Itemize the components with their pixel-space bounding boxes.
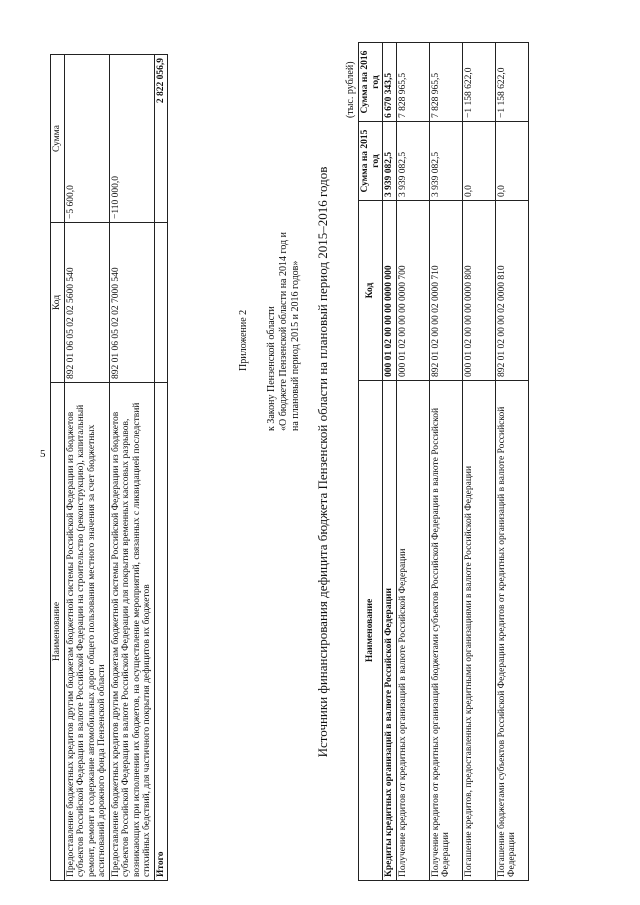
table-deficit-sources (358, 42, 529, 881)
units-label: (тыс. рублей) (345, 61, 356, 118)
table-header-row (51, 55, 65, 881)
row-value-2016: 6 670 343,5 (383, 43, 397, 122)
section-title: Источники финансирования дефицита бюджета Пензенской области на плановый период 2015–2016 годов (315, 166, 330, 758)
row-name: Предоставление бюджетных кредитов другим бюджетам бюджетной системы Российской Федерации из бюджетов субъектов Российской Федерации в валюте Российской Федерации на строительство (реконструкцию), капитальный ремонт, ремонт и содержание автомобильных дорог общего пользования местного значения за счет бюджетных ассигнований дорожного фонда Пензенской области (64, 383, 109, 881)
header-sum: Сумма (51, 55, 65, 223)
table-row (495, 43, 528, 881)
appendix-law-title-line2: на плановый период 2015 и 2016 годов» (290, 260, 301, 431)
row-name: Получение кредитов от кредитных организаций в валюте Российской Федерации (396, 381, 429, 881)
table-credits-provision (50, 54, 168, 881)
row-sum: −5 600,0 (64, 55, 109, 223)
row-name: Получение кредитов от кредитных организаций бюджетами субъектов Российской Федерации в валюте Российской Федерации (429, 381, 462, 881)
page-number: 5 (40, 448, 46, 460)
table-header-row (359, 43, 383, 881)
rotated-page-content (50, 43, 610, 881)
header-code: Код (51, 223, 65, 383)
row-name: Погашение кредитов, предоставленных кредитными организациями в валюте Российской Федерации (462, 381, 495, 881)
total-label: Итого (154, 383, 168, 881)
row-value-2016: 7 828 965,5 (429, 43, 462, 122)
row-value-2015: 0,0 (495, 122, 528, 201)
appendix-number: Приложение 2 (238, 309, 249, 371)
appendix-law-title-line1: «О бюджете Пензенской области на 2014 год и (278, 232, 289, 431)
row-name: Предоставление бюджетных кредитов другим бюджетам бюджетной системы Российской Федерации из бюджетов субъектов Российской Федерации в валюте Российской Федерации для покрытия временных кассовых разрывов, возникающих при исполнении их бюджетов, на осуществление мероприятий, связанных с ликвидацией последствий стихийных бедствий, для частичного покрытия дефицитов их бюджетов (109, 383, 154, 881)
row-name: Погашение бюджетами субъектов Российской Федерации кредитов от кредитных организаций в валюте Российской Федерации (495, 381, 528, 881)
row-code: 892 01 02 00 00 02 0000 710 (429, 201, 462, 381)
table-row-bold (383, 43, 397, 881)
table-row (429, 43, 462, 881)
row-value-2015: 0,0 (462, 122, 495, 201)
row-value-2015: 3 939 082,5 (396, 122, 429, 201)
row-code: 892 01 06 05 02 02 7000 540 (109, 223, 154, 383)
total-row (154, 55, 168, 881)
table-row (64, 55, 109, 881)
row-code: 000 01 02 00 00 00 0000 000 (383, 201, 397, 381)
header-sum-2015: Сумма на 2015 год (359, 122, 383, 201)
row-code: 000 01 02 00 00 00 0000 700 (396, 201, 429, 381)
header-sum-2016: Сумма на 2016 год (359, 43, 383, 122)
row-sum: −110 000,0 (109, 55, 154, 223)
row-value-2016: 7 828 965,5 (396, 43, 429, 122)
table-row (462, 43, 495, 881)
row-name: Кредиты кредитных организаций в валюте Российской Федерации (383, 381, 397, 881)
row-value-2015: 3 939 082,5 (429, 122, 462, 201)
header-name: Наименование (51, 383, 65, 881)
row-code: 892 01 06 05 02 02 5600 540 (64, 223, 109, 383)
total-value: 2 822 056,9 (154, 55, 168, 223)
header-name: Наименование (359, 381, 383, 881)
row-value-2016: −1 158 622,0 (462, 43, 495, 122)
table-row (396, 43, 429, 881)
row-value-2016: −1 158 622,0 (495, 43, 528, 122)
appendix-header (238, 232, 302, 431)
row-code: 000 01 02 00 00 00 0000 800 (462, 201, 495, 381)
header-code: Код (359, 201, 383, 381)
row-value-2015: 3 939 082,5 (383, 122, 397, 201)
appendix-law-line: к Закону Пензенской области (266, 306, 277, 431)
table-row (109, 55, 154, 881)
total-code-empty (154, 223, 168, 383)
row-code: 892 01 02 00 00 02 0000 810 (495, 201, 528, 381)
